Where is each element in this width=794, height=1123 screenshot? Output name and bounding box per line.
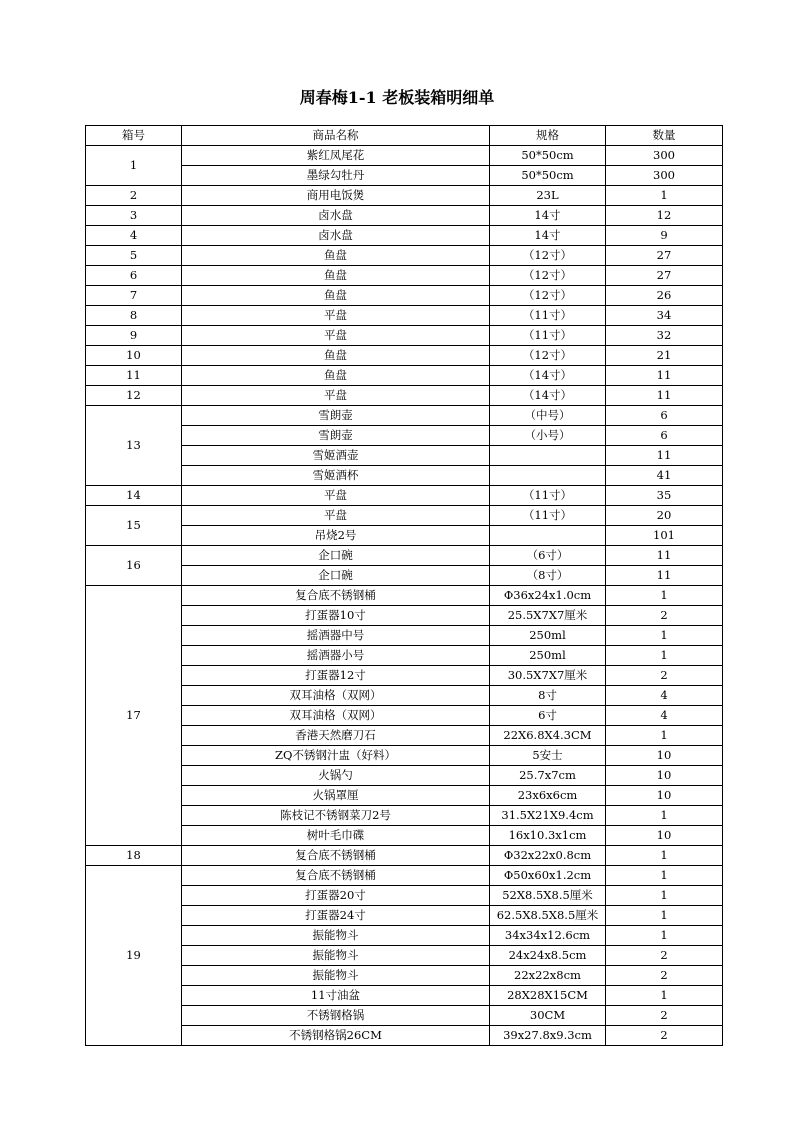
table-body	[86, 146, 723, 1046]
table-row	[86, 186, 723, 206]
packing-list-table	[85, 125, 723, 1046]
product-name-cell: 商用电饭煲	[182, 186, 490, 206]
quantity-cell: 4	[606, 706, 723, 726]
box-number-cell: 16	[86, 546, 182, 586]
quantity-cell: 10	[606, 766, 723, 786]
specification-cell: 52X8.5X8.5厘米	[490, 886, 606, 906]
specification-cell: 25.5X7X7厘米	[490, 606, 606, 626]
quantity-cell: 2	[606, 966, 723, 986]
table-row	[86, 606, 723, 626]
product-name-cell: 墨绿勾牡丹	[182, 166, 490, 186]
table-row	[86, 886, 723, 906]
table-row	[86, 846, 723, 866]
specification-cell: 62.5X8.5X8.5厘米	[490, 906, 606, 926]
table-row	[86, 646, 723, 666]
product-name-cell: 摇酒器小号	[182, 646, 490, 666]
quantity-cell: 6	[606, 426, 723, 446]
table-row	[86, 946, 723, 966]
specification-cell: （14寸）	[490, 386, 606, 406]
specification-cell: （小号）	[490, 426, 606, 446]
product-name-cell: 打蛋器20寸	[182, 886, 490, 906]
specification-cell: 22X6.8X4.3CM	[490, 726, 606, 746]
quantity-cell: 20	[606, 506, 723, 526]
product-name-cell: 摇酒器中号	[182, 626, 490, 646]
quantity-cell: 11	[606, 366, 723, 386]
table-row	[86, 686, 723, 706]
product-name-cell: 火锅罩厘	[182, 786, 490, 806]
product-name-cell: 复合底不锈钢桶	[182, 586, 490, 606]
quantity-cell: 300	[606, 146, 723, 166]
quantity-cell: 11	[606, 446, 723, 466]
quantity-cell: 9	[606, 226, 723, 246]
box-number-cell: 15	[86, 506, 182, 546]
product-name-cell: 平盘	[182, 306, 490, 326]
product-name-cell: 企口碗	[182, 566, 490, 586]
quantity-cell: 41	[606, 466, 723, 486]
specification-cell: 34x34x12.6cm	[490, 926, 606, 946]
quantity-cell: 4	[606, 686, 723, 706]
header-row	[86, 126, 723, 146]
table-row	[86, 286, 723, 306]
specification-cell: Φ36x24x1.0cm	[490, 586, 606, 606]
table-row	[86, 866, 723, 886]
specification-cell	[490, 446, 606, 466]
product-name-cell: 鱼盘	[182, 346, 490, 366]
quantity-cell: 35	[606, 486, 723, 506]
specification-cell: 39x27.8x9.3cm	[490, 1026, 606, 1046]
product-name-cell: 鱼盘	[182, 286, 490, 306]
table-row	[86, 366, 723, 386]
quantity-cell: 26	[606, 286, 723, 306]
product-name-cell: 雪朗壶	[182, 406, 490, 426]
table-row	[86, 726, 723, 746]
product-name-cell: 企口碗	[182, 546, 490, 566]
specification-cell: 50*50cm	[490, 146, 606, 166]
quantity-cell: 1	[606, 846, 723, 866]
box-number-cell: 14	[86, 486, 182, 506]
table-row	[86, 766, 723, 786]
product-name-cell: 鱼盘	[182, 246, 490, 266]
specification-cell: （12寸）	[490, 286, 606, 306]
table-row	[86, 526, 723, 546]
product-name-cell: 雪姬酒壶	[182, 446, 490, 466]
box-number-cell: 12	[86, 386, 182, 406]
specification-cell: 16x10.3x1cm	[490, 826, 606, 846]
specification-cell: 50*50cm	[490, 166, 606, 186]
box-number-cell: 3	[86, 206, 182, 226]
specification-cell: 8寸	[490, 686, 606, 706]
specification-cell: 23x6x6cm	[490, 786, 606, 806]
product-name-cell: ZQ不锈钢汁盅（好料）	[182, 746, 490, 766]
specification-cell: （8寸）	[490, 566, 606, 586]
specification-cell: 22x22x8cm	[490, 966, 606, 986]
box-number-cell: 4	[86, 226, 182, 246]
quantity-cell: 27	[606, 266, 723, 286]
box-number-cell: 8	[86, 306, 182, 326]
table-row	[86, 326, 723, 346]
product-name-cell: 鱼盘	[182, 366, 490, 386]
specification-cell: 14寸	[490, 226, 606, 246]
product-name-cell: 平盘	[182, 326, 490, 346]
table-row	[86, 1006, 723, 1026]
product-name-cell: 打蛋器10寸	[182, 606, 490, 626]
specification-cell: （11寸）	[490, 306, 606, 326]
box-number-cell: 2	[86, 186, 182, 206]
quantity-cell: 1	[606, 726, 723, 746]
table-row	[86, 586, 723, 606]
specification-cell: （12寸）	[490, 266, 606, 286]
header-quantity: 数量	[606, 126, 723, 146]
table-row	[86, 226, 723, 246]
box-number-cell: 9	[86, 326, 182, 346]
specification-cell: 24x24x8.5cm	[490, 946, 606, 966]
product-name-cell: 平盘	[182, 386, 490, 406]
specification-cell: 31.5X21X9.4cm	[490, 806, 606, 826]
table-row	[86, 906, 723, 926]
table-row	[86, 246, 723, 266]
box-number-cell: 6	[86, 266, 182, 286]
table-row	[86, 486, 723, 506]
specification-cell: （12寸）	[490, 246, 606, 266]
product-name-cell: 不锈钢格锅26CM	[182, 1026, 490, 1046]
table-row	[86, 166, 723, 186]
product-name-cell: 火锅勺	[182, 766, 490, 786]
box-number-cell: 7	[86, 286, 182, 306]
specification-cell: （12寸）	[490, 346, 606, 366]
product-name-cell: 双耳油格（双网）	[182, 686, 490, 706]
specification-cell: （11寸）	[490, 326, 606, 346]
header-product-name: 商品名称	[182, 126, 490, 146]
specification-cell: Φ50x60x1.2cm	[490, 866, 606, 886]
specification-cell: （14寸）	[490, 366, 606, 386]
specification-cell: 14寸	[490, 206, 606, 226]
quantity-cell: 10	[606, 786, 723, 806]
product-name-cell: 11寸油盆	[182, 986, 490, 1006]
product-name-cell: 香港天然磨刀石	[182, 726, 490, 746]
product-name-cell: 雪姬酒杯	[182, 466, 490, 486]
quantity-cell: 1	[606, 866, 723, 886]
quantity-cell: 6	[606, 406, 723, 426]
product-name-cell: 吊烧2号	[182, 526, 490, 546]
box-number-cell: 1	[86, 146, 182, 186]
table-row	[86, 146, 723, 166]
quantity-cell: 10	[606, 746, 723, 766]
product-name-cell: 雪朗壶	[182, 426, 490, 446]
table-row	[86, 546, 723, 566]
quantity-cell: 2	[606, 946, 723, 966]
quantity-cell: 27	[606, 246, 723, 266]
specification-cell: 23L	[490, 186, 606, 206]
specification-cell: 25.7x7cm	[490, 766, 606, 786]
product-name-cell: 紫红凤尾花	[182, 146, 490, 166]
product-name-cell: 打蛋器24寸	[182, 906, 490, 926]
specification-cell: Φ32x22x0.8cm	[490, 846, 606, 866]
product-name-cell: 卤水盘	[182, 226, 490, 246]
specification-cell: 250ml	[490, 646, 606, 666]
specification-cell	[490, 466, 606, 486]
product-name-cell: 平盘	[182, 506, 490, 526]
quantity-cell: 10	[606, 826, 723, 846]
page-title: 周春梅1-1 老板装箱明细单	[299, 88, 495, 107]
table-row	[86, 566, 723, 586]
table-row	[86, 406, 723, 426]
table-row	[86, 446, 723, 466]
table-row	[86, 986, 723, 1006]
quantity-cell: 300	[606, 166, 723, 186]
quantity-cell: 2	[606, 1026, 723, 1046]
table-row	[86, 1026, 723, 1046]
product-name-cell: 振能物斗	[182, 926, 490, 946]
table-row	[86, 806, 723, 826]
quantity-cell: 1	[606, 806, 723, 826]
quantity-cell: 34	[606, 306, 723, 326]
table-row	[86, 786, 723, 806]
quantity-cell: 11	[606, 546, 723, 566]
quantity-cell: 1	[606, 926, 723, 946]
quantity-cell: 1	[606, 586, 723, 606]
box-number-cell: 11	[86, 366, 182, 386]
table-row	[86, 386, 723, 406]
table-row	[86, 706, 723, 726]
table-row	[86, 306, 723, 326]
quantity-cell: 2	[606, 1006, 723, 1026]
specification-cell: 30.5X7X7厘米	[490, 666, 606, 686]
product-name-cell: 卤水盘	[182, 206, 490, 226]
specification-cell	[490, 526, 606, 546]
box-number-cell: 5	[86, 246, 182, 266]
specification-cell: （11寸）	[490, 486, 606, 506]
quantity-cell: 12	[606, 206, 723, 226]
quantity-cell: 1	[606, 886, 723, 906]
specification-cell: 6寸	[490, 706, 606, 726]
quantity-cell: 1	[606, 986, 723, 1006]
quantity-cell: 11	[606, 386, 723, 406]
product-name-cell: 陈枝记不锈钢菜刀2号	[182, 806, 490, 826]
specification-cell: 5安士	[490, 746, 606, 766]
specification-cell: 250ml	[490, 626, 606, 646]
box-number-cell: 13	[86, 406, 182, 486]
box-number-cell: 19	[86, 866, 182, 1046]
quantity-cell: 21	[606, 346, 723, 366]
product-name-cell: 树叶毛巾碟	[182, 826, 490, 846]
product-name-cell: 复合底不锈钢桶	[182, 846, 490, 866]
specification-cell: （6寸）	[490, 546, 606, 566]
specification-cell: （中号）	[490, 406, 606, 426]
table-row	[86, 966, 723, 986]
product-name-cell: 复合底不锈钢桶	[182, 866, 490, 886]
table-row	[86, 206, 723, 226]
specification-cell: 30CM	[490, 1006, 606, 1026]
quantity-cell: 1	[606, 186, 723, 206]
product-name-cell: 振能物斗	[182, 966, 490, 986]
table-row	[86, 506, 723, 526]
box-number-cell: 18	[86, 846, 182, 866]
table-row	[86, 346, 723, 366]
specification-cell: 28X28X15CM	[490, 986, 606, 1006]
table-row	[86, 426, 723, 446]
product-name-cell: 平盘	[182, 486, 490, 506]
box-number-cell: 10	[86, 346, 182, 366]
quantity-cell: 2	[606, 606, 723, 626]
table-row	[86, 746, 723, 766]
header-specification: 规格	[490, 126, 606, 146]
quantity-cell: 2	[606, 666, 723, 686]
product-name-cell: 鱼盘	[182, 266, 490, 286]
table-row	[86, 626, 723, 646]
table-row	[86, 266, 723, 286]
quantity-cell: 101	[606, 526, 723, 546]
table-row	[86, 466, 723, 486]
quantity-cell: 1	[606, 646, 723, 666]
table-row	[86, 926, 723, 946]
specification-cell: （11寸）	[490, 506, 606, 526]
box-number-cell: 17	[86, 586, 182, 846]
quantity-cell: 32	[606, 326, 723, 346]
quantity-cell: 1	[606, 906, 723, 926]
header-box-number: 箱号	[86, 126, 182, 146]
quantity-cell: 1	[606, 626, 723, 646]
table-row	[86, 666, 723, 686]
product-name-cell: 双耳油格（双网）	[182, 706, 490, 726]
table-row	[86, 826, 723, 846]
quantity-cell: 11	[606, 566, 723, 586]
product-name-cell: 振能物斗	[182, 946, 490, 966]
product-name-cell: 打蛋器12寸	[182, 666, 490, 686]
product-name-cell: 不锈钢格锅	[182, 1006, 490, 1026]
